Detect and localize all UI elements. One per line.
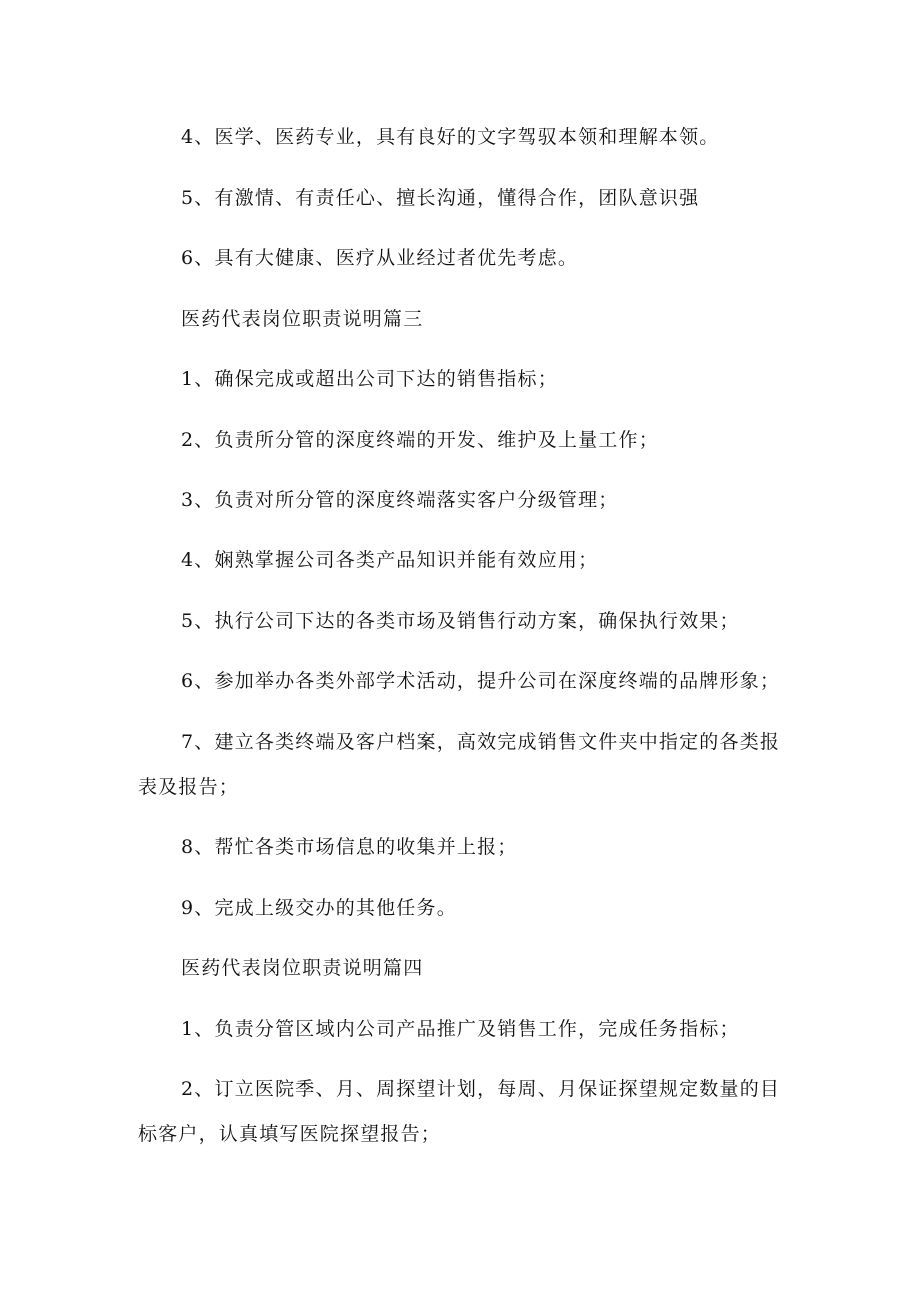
text-line: 8、帮忙各类市场信息的收集并上报；	[181, 836, 518, 858]
text-line: 1、负责分管区域内公司产品推广及销售工作，完成任务指标；	[181, 1018, 740, 1040]
text-line-continuation: 表及报告；	[138, 776, 240, 798]
section-heading: 医药代表岗位职责说明篇三	[181, 308, 424, 330]
text-line: 3、负责对所分管的深度终端落实客户分级管理；	[181, 489, 619, 511]
section-heading: 医药代表岗位职责说明篇四	[181, 957, 424, 979]
text-line-continuation: 标客户，认真填写医院探望报告；	[138, 1123, 442, 1145]
text-line: 7、建立各类终端及客户档案，高效完成销售文件夹中指定的各类报	[181, 731, 781, 753]
text-line: 5、有激情、有责任心、擅长沟通，懂得合作，团队意识强	[181, 187, 700, 209]
text-line: 2、订立医院季、月、周探望计划，每周、月保证探望规定数量的目	[181, 1078, 781, 1100]
text-line: 2、负责所分管的深度终端的开发、维护及上量工作；	[181, 429, 659, 451]
text-line: 4、娴熟掌握公司各类产品知识并能有效应用；	[181, 549, 599, 571]
text-line: 9、完成上级交办的其他任务。	[181, 897, 457, 919]
text-line: 6、具有大健康、医疗从业经过者优先考虑。	[181, 247, 579, 269]
text-line: 4、医学、医药专业，具有良好的文字驾驭本领和理解本领。	[181, 126, 720, 148]
text-line: 5、执行公司下达的各类市场及销售行动方案，确保执行效果；	[181, 610, 740, 632]
text-line: 6、参加举办各类外部学术活动，提升公司在深度终端的品牌形象；	[181, 670, 781, 692]
text-line: 1、确保完成或超出公司下达的销售指标；	[181, 368, 558, 390]
